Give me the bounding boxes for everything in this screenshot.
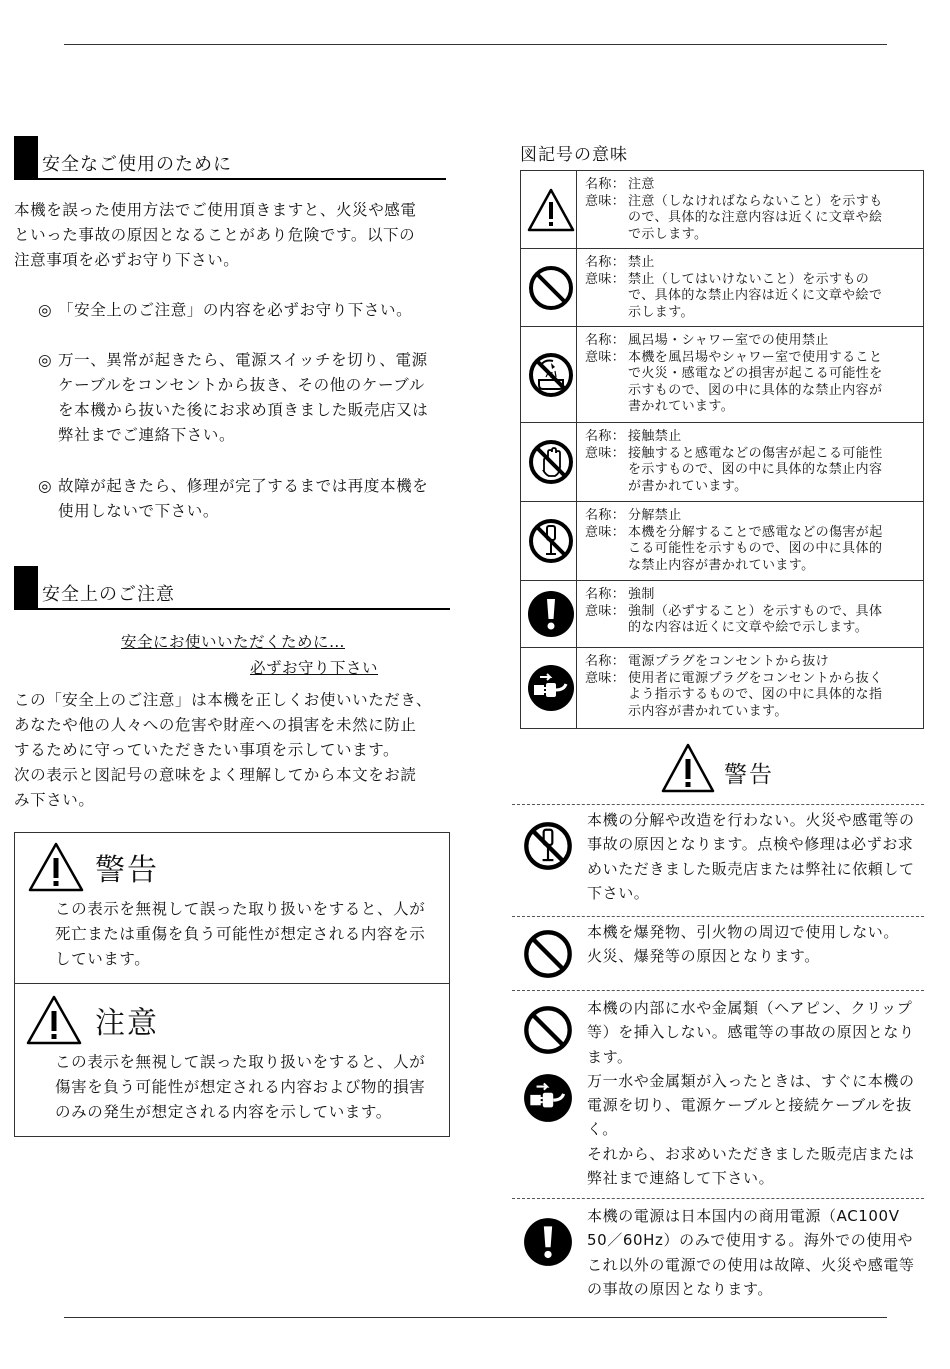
intro-paragraph — [14, 198, 454, 273]
text-line: 本機を誤った使用方法でご使用頂きますと、火災や感電 — [14, 201, 417, 219]
text-line: 示します。 — [628, 304, 694, 320]
caution-triangle-icon — [25, 994, 83, 1046]
warning-item-foreign-objects — [587, 996, 927, 1190]
symbol-info — [585, 429, 917, 495]
text-line: で火災・感電などの損害が起こる可能性を — [628, 366, 883, 381]
bottom-rule — [64, 1317, 887, 1318]
text-line: で、具体的な禁止内容は近くに文章や絵で — [628, 288, 883, 303]
symbol-name: 注意 — [628, 177, 655, 192]
text-line: 注意事項を必ずお守り下さい。 — [14, 251, 240, 269]
heading-underline — [38, 608, 450, 610]
symbol-name: 接触禁止 — [628, 429, 682, 444]
warning-item-disassembly — [587, 808, 927, 905]
meaning-label: 意味： — [585, 349, 626, 365]
no-touch-icon — [527, 438, 575, 486]
text-line: 50／60Hz）のみで使用する。海外での使用や — [587, 1231, 914, 1250]
text-line: 次の表示と図記号の意味をよく理解してから本文をお読 — [14, 766, 417, 784]
mandatory-icon — [526, 589, 576, 639]
name-label: 名称： — [585, 429, 626, 444]
symbol-meaning — [628, 272, 917, 322]
symbol-name: 風呂場・シャワー室での使用禁止 — [628, 333, 829, 348]
bullet-text — [58, 298, 412, 323]
symbol-name: 電源プラグをコンセントから抜け — [628, 654, 830, 669]
text-line: 万一、異常が起きたら、電源スイッチを切り、電源 — [58, 351, 428, 369]
meaning-label: 意味： — [585, 603, 626, 619]
bullet-item — [38, 474, 458, 524]
bullet-text — [58, 348, 428, 448]
warning-triangle-icon — [27, 841, 85, 893]
bullet-mark: ◎ — [38, 301, 53, 319]
text-line: く。 — [587, 1120, 618, 1139]
heading-bar — [14, 566, 38, 610]
no-bath-shower-icon — [527, 351, 575, 399]
subheading-safe-use: 安全にお使いいただくために… — [121, 633, 346, 651]
section-title: 安全なご使用のために — [42, 154, 232, 175]
symbol-row-no-disassembly — [521, 502, 923, 581]
text-line: ます。 — [587, 1047, 633, 1066]
dashed-divider — [512, 990, 924, 991]
dashed-divider — [512, 916, 924, 917]
text-line: 傷害を負う可能性が想定される内容および物的損害 — [55, 1078, 426, 1096]
symbol-row-no-touch — [521, 423, 923, 502]
text-line: み下さい。 — [14, 791, 95, 809]
text-line: 示内容が書かれています。 — [628, 703, 788, 719]
unplug-icon — [526, 663, 576, 713]
no-disassembly-icon — [527, 517, 575, 565]
text-line: この「安全上のご注意」は本機を正しくお使いいただき、 — [14, 691, 432, 709]
text-line: を本機から抜いた後にお求め頂きました販売店又は — [58, 401, 429, 419]
text-line: な禁止内容が書かれています。 — [628, 557, 815, 573]
symbol-info — [585, 654, 917, 720]
text-line: 本機の電源は日本国内の商用電源（AC100V — [587, 1207, 900, 1225]
name-label: 名称： — [585, 333, 626, 348]
text-line: 本機の分解や改造を行わない。火災や感電等の — [587, 811, 915, 829]
heading-bar — [14, 136, 38, 180]
symbol-icon-cell — [525, 648, 577, 728]
precaution-paragraph — [14, 688, 454, 813]
warning-heading — [660, 742, 780, 794]
text-line: 火災、爆発等の原因となります。 — [587, 947, 820, 966]
text-line: のみの発生が想定される内容を示しています。 — [55, 1103, 392, 1121]
warning-definition-text — [55, 897, 447, 972]
text-line: ケーブルをコンセントから抜き、その他のケーブル — [58, 376, 425, 394]
text-line: するために守っていただきたい事項を示しています。 — [14, 741, 400, 759]
symbol-row-prohibition — [521, 249, 923, 327]
text-line: それから、お求めいただきました販売店または — [587, 1144, 915, 1163]
meaning-label: 意味： — [585, 524, 626, 540]
symbol-info — [585, 177, 917, 243]
caution-triangle-icon — [526, 187, 576, 233]
text-line: 下さい。 — [587, 883, 650, 902]
section-title: 安全上のご注意 — [42, 584, 175, 605]
text-line: 電源を切り、電源ケーブルと接続ケーブルを抜 — [587, 1096, 912, 1115]
text-line: 使用者に電源プラグをコンセントから抜く — [628, 670, 883, 686]
symbol-row-caution — [521, 171, 923, 249]
heading-underline — [38, 178, 446, 180]
meaning-label: 意味： — [585, 445, 626, 461]
symbol-info — [585, 587, 917, 637]
symbol-icon-cell — [525, 327, 577, 422]
unplug-icon — [522, 1072, 574, 1124]
mandatory-icon — [522, 1216, 574, 1268]
bullet-item — [38, 348, 458, 448]
bullet-item — [38, 298, 458, 323]
subheading-must-follow: 必ずお守り下さい — [250, 659, 379, 677]
text-line: あなたや他の人々への危害や財産への損害を未然に防止 — [14, 716, 417, 734]
warning-item-explosives — [587, 920, 927, 969]
symbol-meaning — [628, 446, 917, 496]
text-line: この表示を無視して誤った取り扱いをすると、人が — [55, 1053, 426, 1071]
prohibition-icon — [522, 928, 574, 980]
symbol-name: 禁止 — [628, 255, 655, 270]
text-line: めいただきました販売店または弊社に依頼して — [587, 859, 915, 878]
text-line: で示します。 — [628, 226, 708, 242]
text-line: 「安全上のご注意」の内容を必ずお守り下さい。 — [58, 301, 413, 319]
name-label: 名称： — [585, 587, 626, 602]
symbol-info — [585, 333, 917, 416]
symbol-meaning — [628, 604, 917, 637]
text-line: 使用しないで下さい。 — [58, 502, 220, 520]
symbol-icon-cell — [525, 171, 577, 248]
symbols-title: 図記号の意味 — [520, 145, 628, 165]
text-line: 強制（必ずすること）を示すもので、具体 — [628, 603, 883, 619]
symbol-info — [585, 508, 917, 574]
warning-item-power-supply — [587, 1204, 927, 1301]
text-line: この表示を無視して誤った取り扱いをすると、人が — [55, 900, 426, 918]
text-line: こる可能性を示すもので、図の中に具体的 — [628, 541, 883, 556]
symbol-meaning — [628, 350, 917, 416]
text-line: よう指示するもので、図の中に具体的な指 — [628, 687, 883, 702]
symbol-meaning — [628, 671, 917, 721]
symbol-icon-cell — [525, 502, 577, 580]
caution-label: 注意 — [95, 1006, 159, 1041]
symbol-info — [585, 255, 917, 321]
text-line: 書かれています。 — [628, 399, 735, 414]
top-rule — [64, 44, 887, 45]
symbol-icon-cell — [525, 249, 577, 326]
text-line: といった事故の原因となることがあり危険です。以下の — [14, 226, 416, 244]
prohibition-icon — [522, 1004, 574, 1056]
symbol-row-unplug — [521, 648, 923, 728]
text-line: を示すもので、図の中に具体的な禁止内容 — [628, 462, 883, 477]
symbol-meaning — [628, 194, 917, 244]
symbol-name: 分解禁止 — [628, 508, 682, 523]
meaning-label: 意味： — [585, 193, 626, 209]
text-line: 禁止（してはいけないこと）を示すもの — [628, 271, 870, 287]
text-line: 弊社までご連絡下さい。 — [58, 426, 236, 444]
symbol-row-no-bath — [521, 327, 923, 423]
name-label: 名称： — [585, 177, 626, 192]
text-line: 本機を風呂場やシャワー室で使用すること — [628, 349, 883, 365]
meaning-label: 意味： — [585, 271, 626, 287]
text-line: 示すもので、図の中に具体的な禁止内容が — [628, 382, 883, 398]
text-line: 本機を分解することで感電などの傷害が起 — [628, 524, 883, 540]
symbol-meaning — [628, 525, 917, 575]
symbol-row-mandatory — [521, 581, 923, 648]
section-heading-safe-use — [14, 136, 446, 180]
text-line: 接触すると感電などの傷害が起こる可能性 — [628, 445, 883, 461]
text-line: の事故の原因となります。 — [587, 1279, 774, 1298]
warning-triangle-icon — [660, 742, 716, 794]
name-label: 名称： — [585, 508, 626, 523]
symbol-meaning-table — [520, 170, 924, 729]
text-line: 死亡または重傷を負う可能性が想定される内容を示 — [55, 925, 426, 943]
caution-definition-box — [14, 983, 450, 1137]
text-line: 等）を挿入しない。感電等の事故の原因となり — [587, 1023, 915, 1042]
bullet-mark: ◎ — [38, 351, 53, 369]
text-line: しています。 — [55, 950, 151, 968]
name-label: 名称： — [585, 654, 626, 669]
symbol-icon-cell — [525, 423, 577, 501]
text-line: 万一水や金属類が入ったときは、すぐに本機の — [587, 1071, 915, 1090]
text-line: ので、具体的な注意内容は近くに文章や絵 — [628, 210, 883, 225]
name-label: 名称： — [585, 255, 626, 270]
warning-label: 警告 — [95, 853, 159, 888]
dashed-divider — [512, 804, 924, 805]
warning-heading-label: 警告 — [724, 762, 774, 788]
text-line: 的な内容は近くに文章や絵で示します。 — [628, 620, 869, 635]
section-heading-safety-precautions — [14, 566, 450, 610]
text-line: 事故の原因となります。点検や修理は必ずお求 — [587, 835, 914, 854]
text-line: これ以外の電源での使用は故障、火災や感電等 — [587, 1255, 915, 1274]
text-line: 故障が起きたら、修理が完了するまでは再度本機を — [58, 477, 429, 495]
bullet-text — [58, 474, 428, 524]
dashed-divider — [512, 1198, 924, 1199]
prohibition-icon — [527, 264, 575, 312]
text-line: 注意（しなければならないこと）を示すも — [628, 193, 883, 209]
symbol-name: 強制 — [628, 587, 655, 602]
symbol-icon-cell — [525, 581, 577, 647]
bullet-mark: ◎ — [38, 477, 53, 495]
text-line: 本機の内部に水や金属類（ヘアピン、クリップ — [587, 999, 913, 1017]
text-line: が書かれています。 — [628, 478, 748, 494]
warning-definition-box — [14, 832, 450, 984]
caution-definition-text — [55, 1050, 447, 1125]
no-disassembly-icon — [522, 820, 574, 872]
text-line: 弊社まで連絡して下さい。 — [587, 1169, 775, 1188]
meaning-label: 意味： — [585, 670, 626, 686]
text-line: 本機を爆発物、引火物の周辺で使用しない。 — [587, 923, 900, 941]
